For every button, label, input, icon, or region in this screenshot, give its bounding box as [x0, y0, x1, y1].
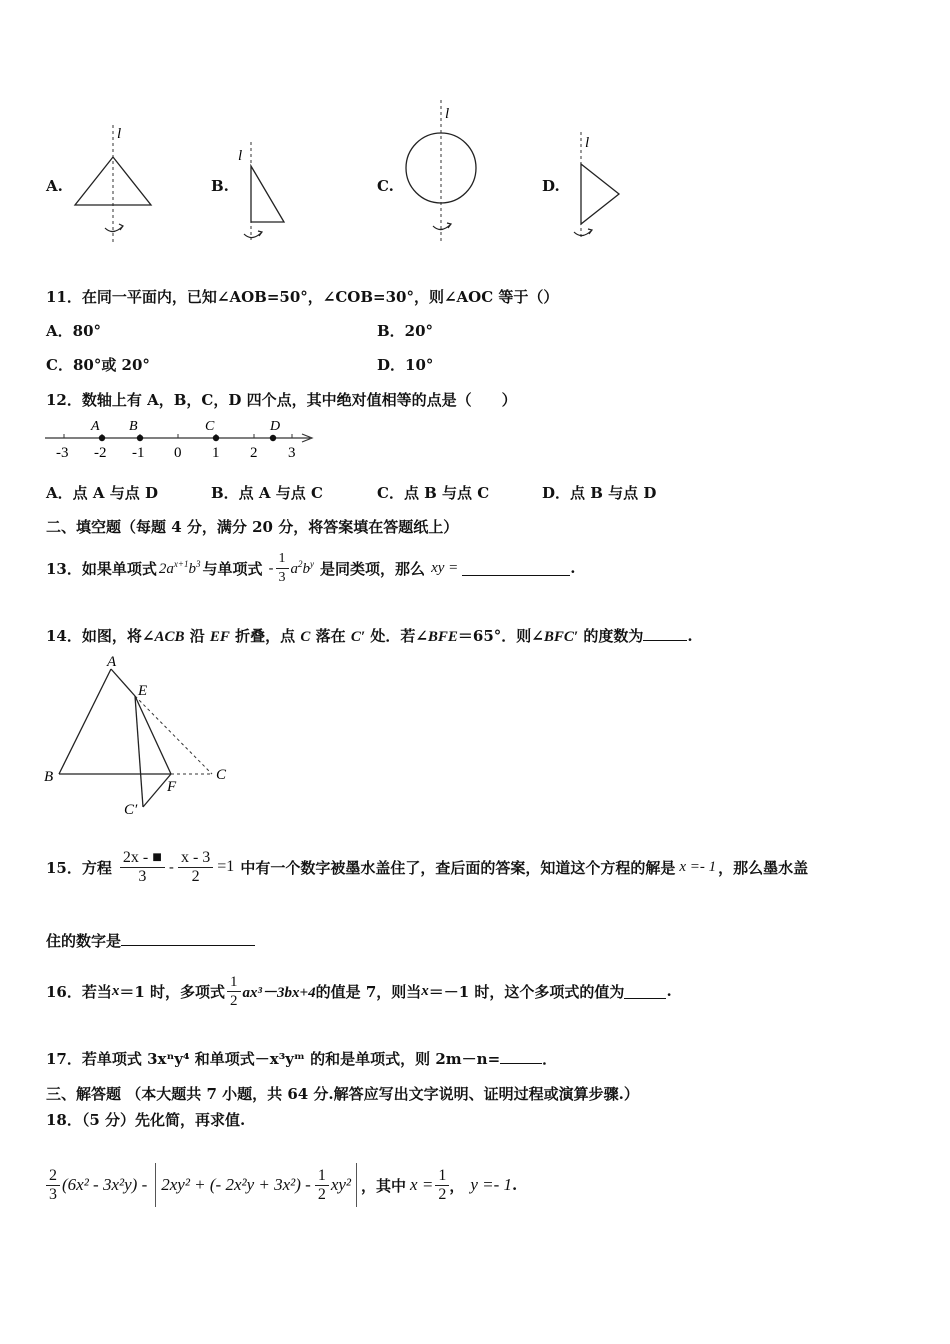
q15-minus: -: [168, 858, 174, 876]
q11-option-c: C．80°或 20°: [46, 356, 150, 374]
q15-fraction-1: $\frac{2x - ■}{3}$: [120, 849, 165, 886]
q13-prefix: 13．如果单项式: [46, 559, 157, 578]
point-c: [213, 435, 219, 441]
tick-label: -1: [132, 445, 145, 461]
axis-label: l: [117, 126, 122, 142]
q17-line: 17．若单项式 3xⁿy⁴ 和单项式－x³yᵐ 的和是单项式，则 2m－n= ．: [46, 1050, 558, 1068]
q10-figure-c: [395, 98, 490, 248]
q16-polynomial: ax³－3bx+4: [242, 984, 316, 1001]
tick-label: -3: [56, 445, 69, 461]
q15-equals: =1: [217, 858, 235, 875]
figure-label-b: B: [44, 769, 54, 785]
q14-answer-blank[interactable]: [643, 626, 687, 641]
q13-middle: 与单项式: [202, 559, 263, 578]
q16-line: 16．若当 x ＝1 时，多项式 $\frac{1}{2}$ ax³－3bx+4 的值是 7，则当 x ＝－1 时，这个多项式的值为 .: [46, 973, 672, 1009]
q15-middle: 中有一个数字被墨水盖住了，查后面的答案，知道这个方程的解是: [240, 858, 676, 877]
q10-figure-d: [565, 130, 635, 245]
q10-option-c-label: C.: [377, 177, 394, 195]
figure-label-e: E: [138, 683, 148, 699]
q18-bracket: [155, 1163, 357, 1207]
q18-part-2: 2xy² + (- 2x²y + 3x²) -: [161, 1175, 311, 1194]
q13-monomial-2: $a^2b^y$: [290, 558, 315, 577]
q10-figure-a: [65, 120, 160, 250]
q12-option-b: B．点 A 与点 C: [211, 484, 323, 502]
q15-solution: x =- 1: [679, 858, 717, 875]
section-3-title: 三、解答题 （本大题共 7 小题，共 64 分.解答应写出文字说明、证明过程或演算步骤.）: [46, 1085, 639, 1103]
q11-option-b: B．20°: [377, 322, 434, 340]
figure-label-c: C: [216, 767, 227, 783]
q13-neg-sign: -: [268, 559, 274, 577]
q10-option-b-label: B.: [211, 177, 229, 195]
q18-part-3: xy²: [330, 1175, 352, 1194]
q18-fraction-3: $\frac{1}{2}$: [435, 1167, 449, 1204]
tick-label: 3: [288, 445, 296, 461]
q13-suffix: 是同类项，那么: [320, 559, 426, 578]
q18-fraction-1: $\frac{2}{3}$: [46, 1167, 60, 1204]
q10-option-d-label: D.: [542, 177, 560, 195]
q18-fraction-2: $\frac{1}{2}$: [315, 1167, 329, 1204]
q15-suffix: ，那么墨水盖: [718, 858, 809, 877]
tick-label: 0: [174, 445, 182, 461]
q12-stem: 12．数轴上有 A，B，C，D 四个点，其中绝对值相等的点是（ ）: [46, 391, 517, 409]
tick-label: 1: [212, 445, 220, 461]
point-label-b: B: [129, 419, 138, 434]
tick-label: -2: [94, 445, 107, 461]
q18-expression: [46, 1160, 517, 1210]
point-label-d: D: [270, 419, 281, 434]
q13-expression: xy =: [431, 559, 459, 576]
q15-line-2: 住的数字是: [46, 930, 255, 951]
q15-prefix: 15．方程: [46, 858, 112, 877]
figure-label-f: F: [167, 779, 177, 795]
q12-option-c: C．点 B 与点 C: [377, 484, 490, 502]
tick-label: 2: [250, 445, 258, 461]
point-b: [137, 435, 143, 441]
q13-fraction: $\frac{1}{3}$: [276, 550, 289, 587]
q13-answer-blank[interactable]: [462, 561, 570, 576]
figure-label-c-prime: C′: [124, 802, 138, 818]
q11-option-a: A．80°: [46, 322, 102, 340]
axis-label: l: [238, 148, 243, 164]
q16-fraction: $\frac{1}{2}$: [227, 973, 241, 1010]
q18-x-eq: x =: [410, 1175, 434, 1194]
q16-answer-blank[interactable]: [624, 984, 666, 999]
figure-label-a: A: [107, 654, 117, 670]
point-label-a: A: [91, 419, 100, 434]
point-a: [99, 435, 105, 441]
axis-label: l: [445, 106, 450, 122]
q11-option-d: D．10°: [377, 356, 434, 374]
point-d: [270, 435, 276, 441]
right-triangle-shape: [251, 166, 284, 222]
triangle-shape: [581, 164, 619, 224]
q14-fold-figure: [40, 652, 240, 822]
q15-answer-blank[interactable]: [121, 931, 255, 946]
q12-option-d: D．点 B 与点 D: [542, 484, 657, 502]
point-label-c: C: [205, 419, 215, 434]
q13-end: .: [570, 559, 576, 577]
q18-part-1: (6x² - 3x²y) -: [62, 1175, 148, 1194]
q18-stem: 18．（5 分）先化简，再求值.: [46, 1111, 246, 1129]
q18-end: .: [512, 1176, 518, 1194]
section-2-title: 二、填空题（每题 4 分，满分 20 分，将答案填在答题纸上）: [46, 518, 459, 536]
q18-where: ，其中: [361, 1176, 407, 1195]
q18-comma: ，: [449, 1176, 465, 1195]
q13-line: [46, 548, 575, 588]
q15-fraction-2: $\frac{x - 3}{2}$: [178, 849, 213, 886]
axis-label: l: [585, 135, 590, 151]
q17-answer-blank[interactable]: [500, 1049, 542, 1064]
q10-option-a-label: A.: [46, 177, 63, 195]
q11-stem: 11．在同一平面内，已知∠AOB=50°，∠COB=30°，则∠AOC 等于（）: [46, 288, 559, 306]
q13-monomial-1: $2a^{x+1}b^3$: [158, 558, 201, 577]
number-line-figure: [40, 414, 320, 464]
q12-option-a: A．点 A 与点 D: [46, 484, 158, 502]
q10-figure-b: [230, 140, 300, 250]
q15-line: [46, 844, 808, 890]
q14-stem: 14．如图，将∠ACB 沿 EF 折叠，点 C 落在 C′ 处．若∠BFE＝65°．则∠BFC′ 的度数为 .: [46, 627, 693, 645]
q18-y-eq: y =- 1: [470, 1175, 513, 1194]
